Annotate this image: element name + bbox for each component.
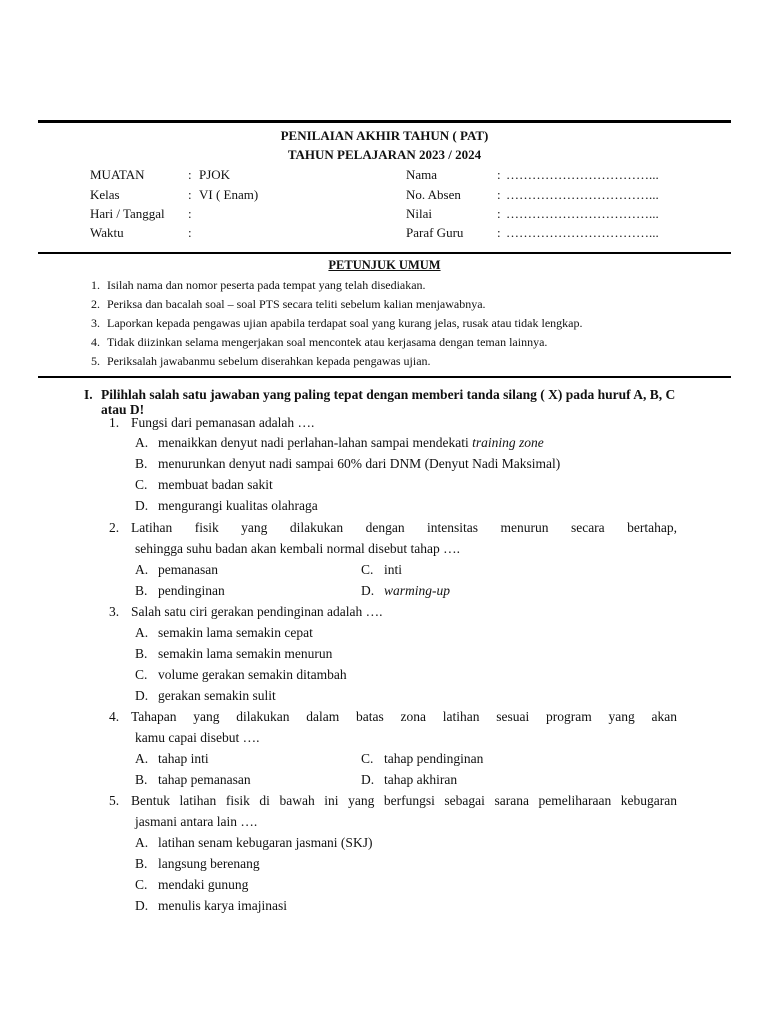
petunjuk-item [91, 297, 486, 312]
petunjuk-item [91, 278, 426, 293]
info-label-nilai: Nilai [406, 206, 432, 221]
option-1d[interactable] [135, 498, 318, 514]
question-text: Fungsi dari pemanasan adalah …. [131, 415, 315, 430]
option-text: mendaki gunung [158, 877, 249, 892]
info-colon: : [497, 167, 501, 182]
exam-title: PENILAIAN AKHIR TAHUN ( PAT) [280, 128, 489, 143]
option-letter: D. [361, 772, 375, 787]
option-text: langsung berenang [158, 856, 260, 871]
petunjuk-text: Periksalah jawabanmu sebelum diserahkan kepada pengawas ujian. [107, 354, 431, 368]
option-letter: C. [135, 667, 148, 682]
info-label-paraf-guru: Paraf Guru [406, 225, 464, 240]
option-letter: B. [135, 772, 148, 787]
option-4b[interactable] [135, 772, 251, 788]
option-letter: B. [135, 456, 148, 471]
option-letter: A. [135, 835, 149, 850]
option-text: volume gerakan semakin ditambah [158, 667, 347, 682]
option-3c[interactable] [135, 667, 347, 683]
option-text: tahap inti [158, 751, 209, 766]
option-letter: B. [135, 856, 148, 871]
top-rule [38, 120, 731, 123]
section-instruction-text: Pilihlah salah satu jawaban yang paling tepat dengan memberi tanda silang ( X) pada huruf A, B, C atau D! [101, 387, 676, 417]
petunjuk-num: 1. [91, 278, 100, 292]
petunjuk-text: Periksa dan bacalah soal – soal PTS secara teliti sebelum kalian menjawabnya. [107, 297, 486, 311]
option-5a[interactable] [135, 835, 372, 851]
option-2b[interactable] [135, 583, 225, 599]
petunjuk-title: PETUNJUK UMUM [328, 258, 441, 272]
option-2d[interactable] [361, 583, 450, 599]
option-text: latihan senam kebugaran jasmani (SKJ) [158, 835, 373, 850]
info-label-hari-tanggal: Hari / Tanggal [90, 206, 165, 221]
info-colon: : [188, 206, 192, 221]
info-colon: : [497, 225, 501, 240]
petunjuk-num: 3. [91, 316, 100, 330]
question-number: 5. [109, 793, 120, 808]
option-4c[interactable] [361, 751, 483, 767]
option-4d[interactable] [361, 772, 457, 788]
info-label-muatan: MUATAN [90, 167, 145, 182]
option-text: membuat badan sakit [158, 477, 273, 492]
question-text: Bentuk latihan fisik di bawah ini yang berfungsi sebagai sarana pemeliharaan kebugaran [131, 793, 677, 808]
option-letter: A. [135, 435, 149, 450]
option-2a[interactable] [135, 562, 218, 578]
option-letter: C. [361, 751, 374, 766]
option-letter: C. [135, 477, 148, 492]
info-colon: : [497, 206, 501, 221]
option-text: menulis karya imajinasi [158, 898, 287, 913]
option-letter: B. [135, 583, 148, 598]
section-instruction [84, 387, 684, 417]
info-label-no-absen: No. Absen [406, 187, 461, 202]
exam-subtitle: TAHUN PELAJARAN 2023 / 2024 [287, 147, 482, 162]
petunjuk-num: 4. [91, 335, 100, 349]
option-text: menurunkan denyut nadi sampai 60% dari DNM (Denyut Nadi Maksimal) [158, 456, 561, 471]
info-value-nilai: ……………………………... [506, 206, 659, 221]
petunjuk-num: 2. [91, 297, 100, 311]
question-number: 2. [109, 520, 120, 535]
info-colon: : [497, 187, 501, 202]
question-number: 1. [109, 415, 120, 430]
option-text-italic: warming-up [384, 583, 451, 598]
option-text: pemanasan [158, 562, 218, 577]
info-value-nama: ……………………………... [506, 167, 659, 182]
option-text: mengurangi kualitas olahraga [158, 498, 318, 513]
option-text: pendinginan [158, 583, 225, 598]
petunjuk-text: Tidak diizinkan selama mengerjakan soal mencontek atau kerjasama dengan teman lainnya. [107, 335, 548, 349]
option-letter: C. [361, 562, 374, 577]
petunjuk-text: Laporkan kepada pengawas ujian apabila terdapat soal yang kurang jelas, rusak atau tidak lengkap. [107, 316, 583, 330]
option-letter: A. [135, 562, 149, 577]
option-text: gerakan semakin sulit [158, 688, 276, 703]
question-text-cont: sehingga suhu badan akan kembali normal disebut tahap …. [135, 541, 461, 556]
option-1b[interactable] [135, 456, 560, 472]
petunjuk-item [91, 316, 582, 331]
option-text: tahap pendinginan [384, 751, 484, 766]
option-letter: D. [135, 498, 149, 513]
option-text: inti [384, 562, 403, 577]
option-3a[interactable] [135, 625, 313, 641]
option-1a[interactable] [135, 435, 544, 451]
option-text-italic: training zone [472, 435, 544, 450]
option-3b[interactable] [135, 646, 332, 662]
question-text-cont: kamu capai disebut …. [135, 730, 260, 745]
question-number: 4. [109, 709, 120, 724]
petunjuk-divider [38, 376, 731, 378]
petunjuk-item [91, 335, 547, 350]
info-value-no-absen: ……………………………... [506, 187, 659, 202]
question-number: 3. [109, 604, 120, 619]
question-text: Salah satu ciri gerakan pendinginan adalah …. [131, 604, 383, 619]
question-text-cont: jasmani antara lain …. [135, 814, 258, 829]
info-colon: : [188, 225, 192, 240]
option-4a[interactable] [135, 751, 209, 767]
info-label-kelas: Kelas [90, 187, 120, 202]
option-text: semakin lama semakin menurun [158, 646, 333, 661]
info-value-paraf-guru: ……………………………... [506, 225, 659, 240]
petunjuk-item [91, 354, 431, 369]
option-letter: B. [135, 646, 148, 661]
info-label-nama: Nama [406, 167, 438, 182]
question-text: Latihan fisik yang dilakukan dengan intensitas menurun secara bertahap, [131, 520, 677, 535]
petunjuk-num: 5. [91, 354, 100, 368]
info-label-waktu: Waktu [90, 225, 124, 240]
info-value-kelas: VI ( Enam) [199, 187, 259, 202]
option-5c[interactable] [135, 877, 248, 893]
option-letter: A. [135, 625, 149, 640]
info-colon: : [188, 167, 192, 182]
option-1c[interactable] [135, 477, 273, 493]
info-value-muatan: PJOK [199, 167, 231, 182]
petunjuk-text: Isilah nama dan nomor peserta pada tempat yang telah disediakan. [107, 278, 426, 292]
section-number: I. [84, 387, 93, 402]
option-text: menaikkan denyut nadi perlahan-lahan sampai mendekati [158, 435, 473, 450]
info-divider [38, 252, 731, 254]
option-text: semakin lama semakin cepat [158, 625, 313, 640]
info-colon: : [188, 187, 192, 202]
option-letter: D. [135, 898, 149, 913]
question-text: Tahapan yang dilakukan dalam batas zona latihan sesuai program yang akan [131, 709, 677, 724]
option-letter: A. [135, 751, 149, 766]
option-text: tahap pemanasan [158, 772, 251, 787]
option-2c[interactable] [361, 562, 402, 578]
option-text: tahap akhiran [384, 772, 458, 787]
option-3d[interactable] [135, 688, 276, 704]
option-letter: D. [135, 688, 149, 703]
option-letter: D. [361, 583, 375, 598]
option-5d[interactable] [135, 898, 287, 914]
option-letter: C. [135, 877, 148, 892]
option-5b[interactable] [135, 856, 260, 872]
